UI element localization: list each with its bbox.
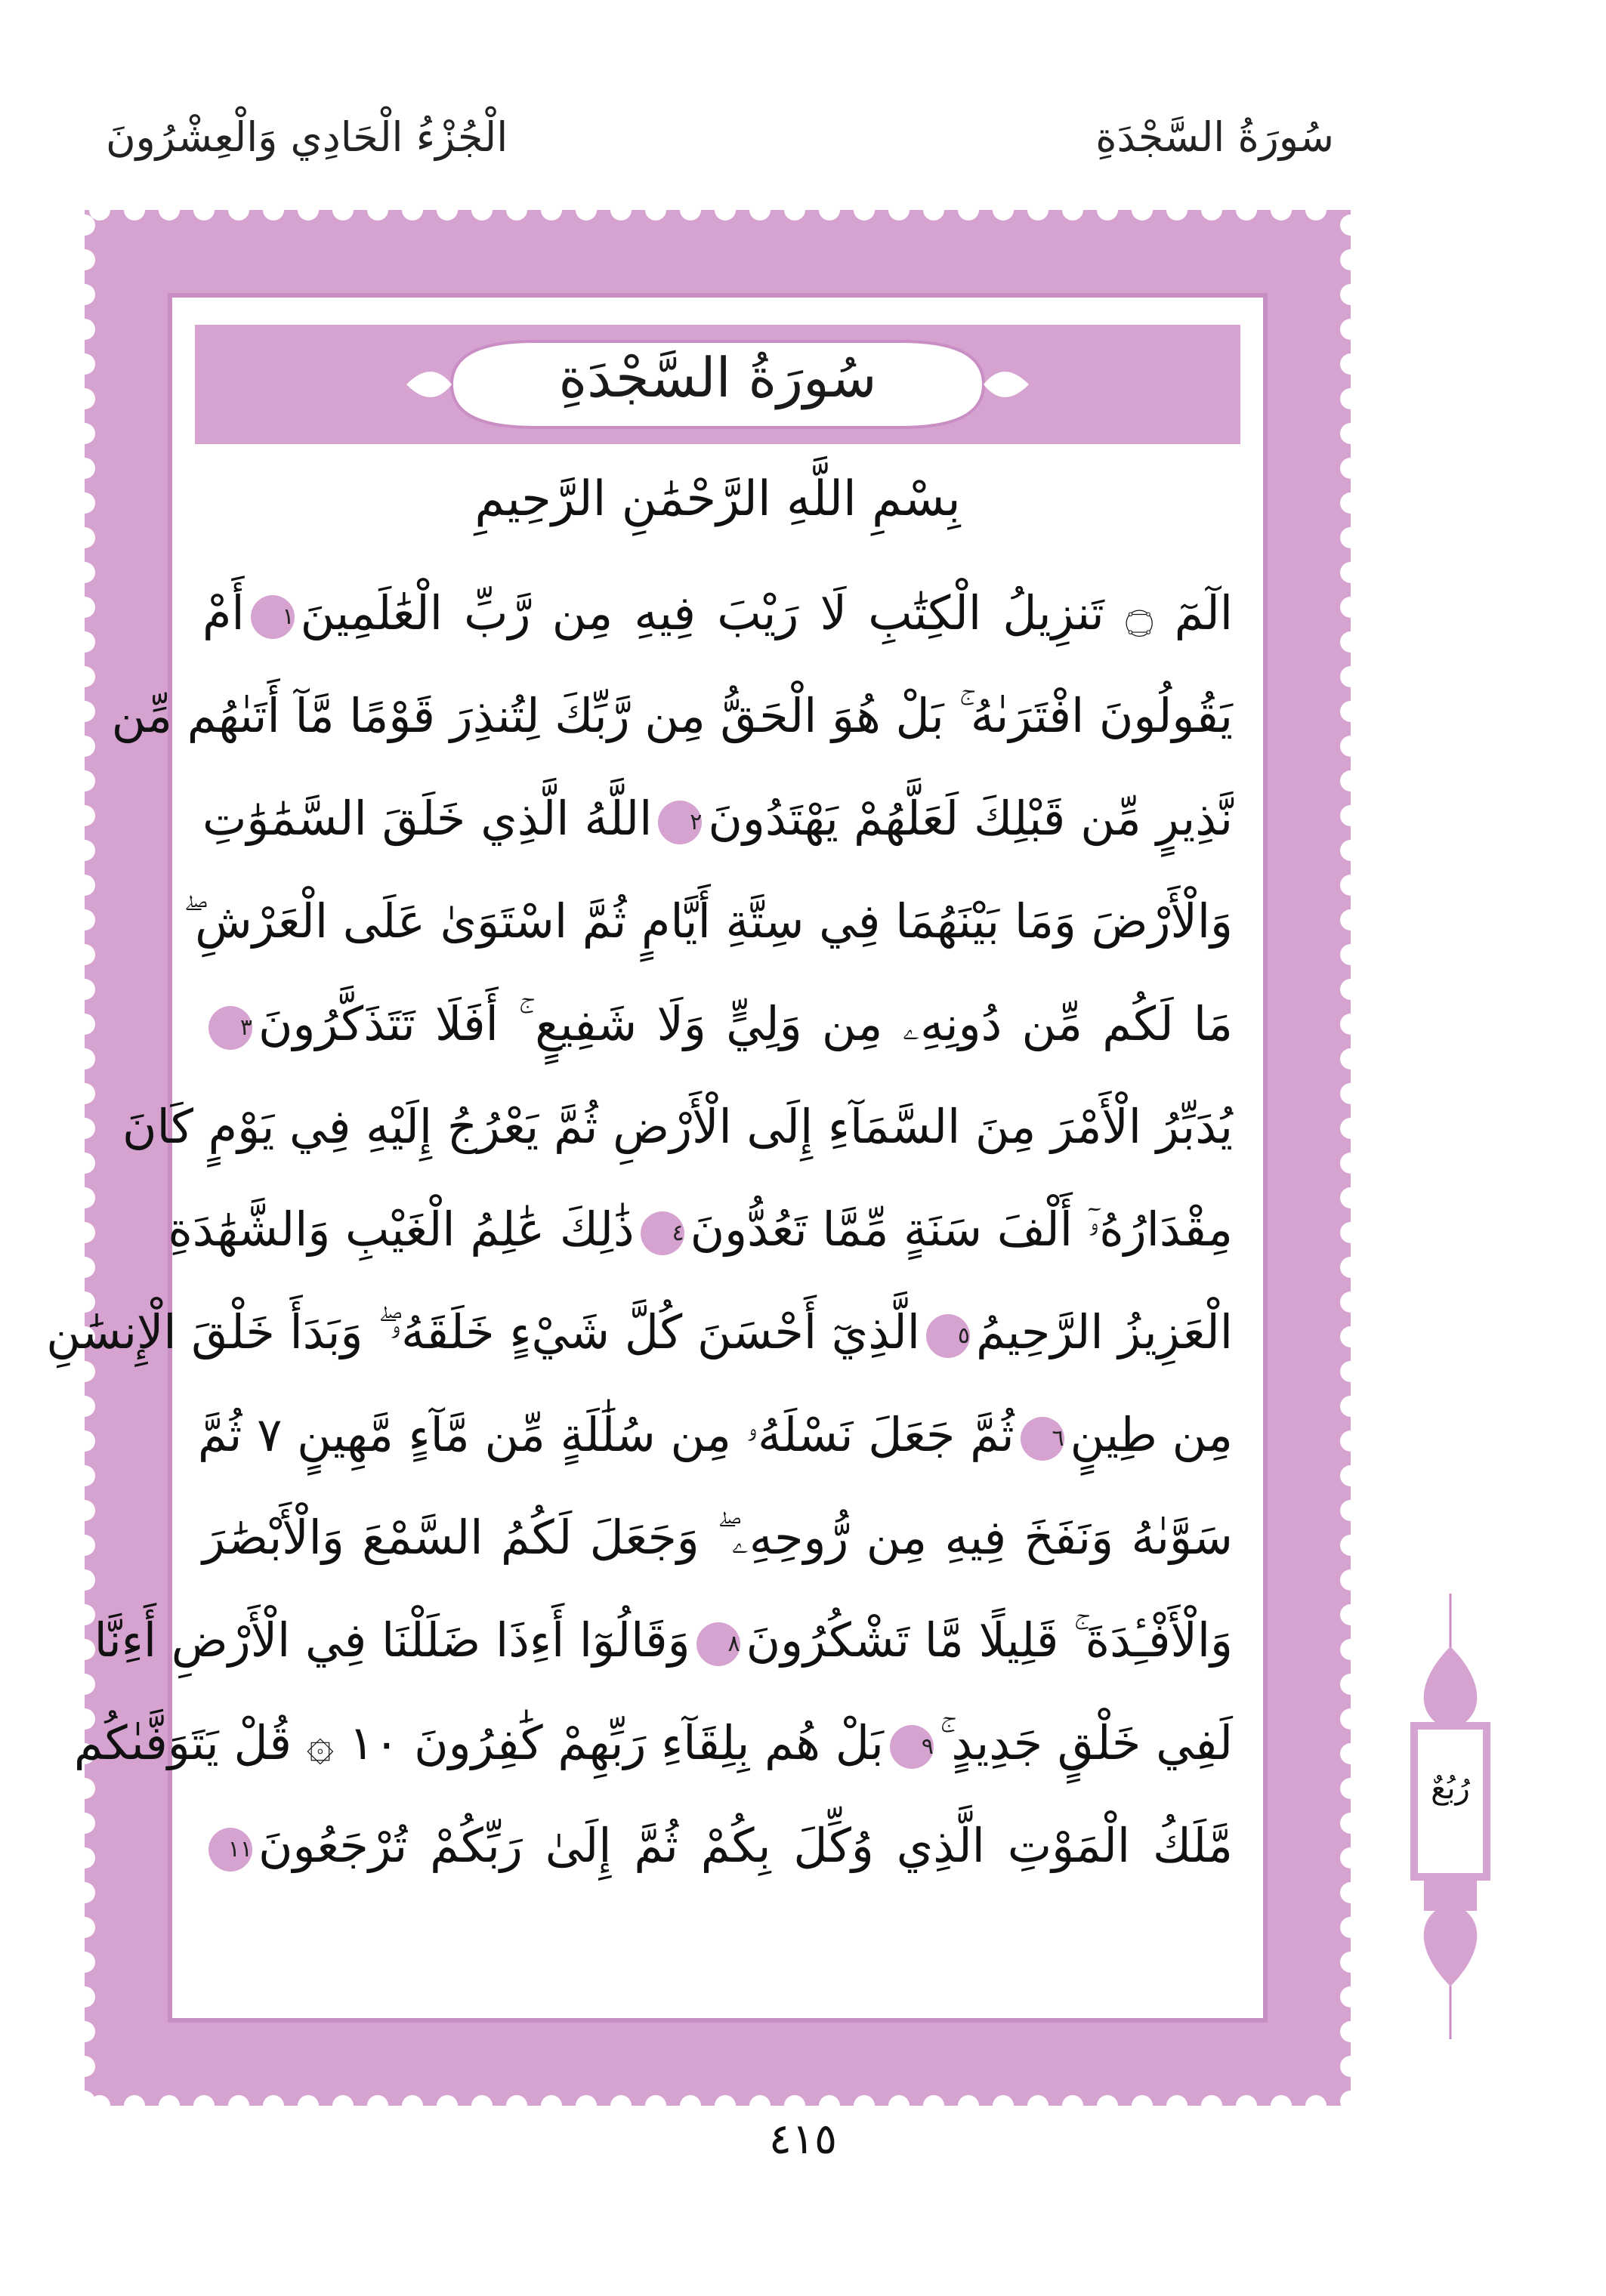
frame-scallop [1340,388,1361,409]
frame-scallop [74,979,95,1000]
frame-scallop [645,199,666,221]
frame-scallop [1340,736,1361,757]
verse-line [202,562,1233,665]
verse-text: الَّذِيٓ أَحْسَنَ كُلَّ شَيْءٍ خَلَقَهُۥ ۖ وَبَدَأَ خَلْقَ الْإِنسَٰنِ [46,1304,920,1359]
frame-scallop [1340,944,1361,965]
frame-scallop [1340,1500,1361,1521]
frame-scallop [74,1604,95,1625]
frame-scallop [402,199,423,221]
verse-line [183,870,1233,973]
frame-scallop [332,2095,354,2116]
frame-scallop [1340,423,1361,444]
frame-scallop [74,214,95,236]
verse-text: وَالْأَفْـِٔدَةَ ۚ قَلِيلًا مَّا تَشْكُرُونَ [746,1612,1233,1668]
frame-scallop [1340,875,1361,896]
frame-scallop [610,2095,632,2116]
frame-scallop [367,2095,388,2116]
frame-scallop [1097,2095,1118,2116]
frame-scallop [367,199,388,221]
frame-scallop [74,1014,95,1035]
frame-scallop [1340,1430,1361,1452]
frame-scallop [1340,1708,1361,1730]
frame-scallop [74,597,95,618]
ayah-number-marker: ٩ [890,1725,934,1769]
frame-scallop [888,199,910,221]
verse-text: مَّلَكُ الْمَوْتِ الَّذِي وُكِّلَ بِكُمْ ثُمَّ إِلَىٰ رَبِّكُمْ تُرْجَعُونَ [258,1818,1233,1873]
frame-scallop [1340,1257,1361,1278]
frame-scallop [298,2095,319,2116]
frame-scallop [1340,1535,1361,1556]
frame-scallop [74,562,95,583]
verse-text: سَوَّىٰهُ وَنَفَخَ فِيهِ مِن رُّوحِهِۦ ۖ وَجَعَلَ لَكُمُ السَّمْعَ وَالْأَبْصَٰرَ [202,1510,1233,1565]
frame-scallop [784,199,805,221]
verse-text: اللَّهُ الَّذِي خَلَقَ السَّمَٰوَٰتِ [202,791,653,846]
frame-scallop [74,388,95,409]
frame-scallop [1340,1569,1361,1591]
surah-title: سُورَةُ السَّجْدَةِ [558,346,877,409]
frame-scallop [74,1257,95,1278]
frame-scallop [74,1048,95,1069]
page-number: ٤١٥ [768,2115,838,2164]
verse-text: مِن طِينٍ [1070,1407,1233,1462]
frame-scallop [74,249,95,270]
frame-scallop [610,199,632,221]
frame-scallop [1340,631,1361,653]
frame-scallop [159,199,180,221]
frame-scallop [74,1187,95,1208]
frame-scallop [993,199,1014,221]
frame-scallop [1062,199,1083,221]
frame-scallop [74,944,95,965]
frame-scallop [1166,199,1188,221]
frame-scallop [1340,2056,1361,2077]
verse-text: يُدَبِّرُ الْأَمْرَ مِنَ السَّمَآءِ إِلَى الْأَرْضِ ثُمَّ يَعْرُجُ إِلَيْهِ فِي يَوْمٍ كَانَ [122,1099,1233,1154]
frame-scallop [74,1118,95,1139]
frame-scallop [1340,1604,1361,1625]
frame-scallop [74,631,95,653]
frame-scallop [228,199,249,221]
frame-scallop [193,2095,215,2116]
frame-scallop [1340,597,1361,618]
frame-scallop [1340,1326,1361,1347]
frame-scallop [74,353,95,375]
frame-scallop [1340,1778,1361,1799]
frame-scallop [74,319,95,340]
frame-scallop [1340,1674,1361,1695]
frame-scallop [74,527,95,548]
verse-line [202,767,1233,870]
frame-scallop [1340,319,1361,340]
frame-scallop [74,1222,95,1243]
frame-scallop [576,2095,597,2116]
frame-scallop [1340,1014,1361,1035]
running-head-surah: سُورَةُ السَّجْدَةِ [1095,113,1334,161]
frame-scallop [1340,909,1361,930]
surah-header-band [195,325,1240,444]
frame-scallop [1340,2091,1361,2112]
frame-scallop [1271,199,1292,221]
ayah-number-marker: ٤ [641,1211,684,1255]
frame-scallop [1340,1465,1361,1486]
frame-scallop [1340,1813,1361,1834]
frame-scallop [1340,770,1361,792]
frame-scallop [74,1986,95,2007]
frame-scallop [854,2095,875,2116]
frame-scallop [680,2095,701,2116]
frame-scallop [1340,979,1361,1000]
frame-scallop [1271,2095,1292,2116]
frame-scallop [958,2095,979,2116]
ayah-number-marker: ٢ [658,801,702,844]
frame-scallop [819,199,840,221]
frame-scallop [1132,2095,1153,2116]
frame-scallop [993,2095,1014,2116]
verse-line [168,1178,1233,1281]
verse-text: الْعَزِيزُ الرَّحِيمُ [975,1304,1233,1359]
frame-scallop [74,1083,95,1104]
frame-scallop [645,2095,666,2116]
frame-scallop [923,2095,944,2116]
frame-scallop [159,2095,180,2116]
verse-line [94,1589,1233,1692]
frame-scallop [402,2095,423,2116]
frame-scallop [1201,2095,1222,2116]
frame-scallop [1340,1882,1361,1903]
frame-scallop [74,1465,95,1486]
verse-text: أَمْ [202,585,245,640]
frame-scallop [1097,199,1118,221]
frame-scallop [1340,701,1361,722]
frame-scallop [1340,1847,1361,1869]
frame-scallop [506,199,527,221]
verse-text: الٓمٓ ۝ تَنزِيلُ الْكِتَٰبِ لَا رَيْبَ فِيهِ مِن رَّبِّ الْعَٰلَمِينَ [300,585,1233,640]
frame-scallop [576,199,597,221]
frame-scallop [74,840,95,861]
frame-scallop [715,2095,736,2116]
frame-scallop [74,2091,95,2112]
frame-scallop [1305,199,1326,221]
frame-scallop [124,199,145,221]
frame-scallop [1340,284,1361,305]
frame-scallop [74,2021,95,2042]
frame-scallop [1340,1639,1361,1660]
verse-text: مِقْدَارُهُۥٓ أَلْفَ سَنَةٍ مِّمَّا تَعُدُّونَ [690,1202,1233,1257]
frame-scallop [74,875,95,896]
verse-line [202,1486,1233,1589]
frame-scallop [1340,1743,1361,1764]
frame-scallop [784,2095,805,2116]
frame-scallop [1340,249,1361,270]
frame-scallop [1340,1222,1361,1243]
frame-scallop [298,199,319,221]
frame-scallop [332,199,354,221]
frame-scallop [74,909,95,930]
frame-scallop [74,666,95,687]
verse-line [122,1075,1233,1178]
frame-scallop [923,199,944,221]
frame-scallop [263,2095,284,2116]
verse-text: مَا لَكُم مِّن دُونِهِۦ مِن وَلِيٍّ وَلَا شَفِيعٍ ۚ أَفَلَا تَتَذَكَّرُونَ [258,996,1233,1051]
verse-text: وَالْأَرْضَ وَمَا بَيْنَهُمَا فِي سِتَّةِ أَيَّامٍ ثُمَّ اسْتَوَىٰ عَلَى الْعَرْشِ ۖ [183,893,1233,949]
frame-scallop [74,1952,95,1973]
frame-scallop [74,1569,95,1591]
frame-scallop [1166,2095,1188,2116]
frame-scallop [74,1396,95,1417]
basmala: بِسْمِ اللَّهِ الرَّحْمَٰنِ الرَّحِيمِ [474,471,961,527]
frame-scallop [74,1500,95,1521]
frame-scallop [1340,353,1361,375]
frame-scallop [263,199,284,221]
frame-scallop [437,199,458,221]
frame-scallop [1305,2095,1326,2116]
frame-scallop [1340,2021,1361,2042]
verses-block [46,562,1233,1897]
frame-scallop [124,2095,145,2116]
verse-text: وَقَالُوٓا أَءِذَا ضَلَلْنَا فِي الْأَرْضِ أَءِنَّا [94,1612,690,1668]
verse-text: يَقُولُونَ افْتَرَىٰهُ ۚ بَلْ هُوَ الْحَقُّ مِن رَّبِّكَ لِتُنذِرَ قَوْمًا مَّآ أَتَىٰهُم مِّن [111,688,1233,743]
verse-text: ثُمَّ جَعَلَ نَسْلَهُۥ مِن سُلَٰلَةٍ مِّن مَّآءٍ مَّهِينٍ ٧ ثُمَّ [197,1407,1015,1462]
frame-scallop [1340,527,1361,548]
frame-scallop [1340,1083,1361,1104]
verse-line [202,973,1233,1075]
frame-scallop [854,199,875,221]
frame-scallop [541,199,562,221]
frame-scallop [74,1639,95,1660]
frame-scallop [1340,1396,1361,1417]
frame-scallop [1132,199,1153,221]
running-head-juz: الْجُزْءُ الْحَادِي وَالْعِشْرُونَ [106,113,508,161]
verse-text: نَّذِيرٍ مِّن قَبْلِكَ لَعَلَّهُمْ يَهْتَدُونَ [708,791,1233,846]
ayah-number-marker: ١١ [208,1828,252,1872]
frame-scallop [1340,458,1361,479]
frame-scallop [749,2095,771,2116]
frame-scallop [541,2095,562,2116]
frame-scallop [1340,840,1361,861]
frame-scallop [89,199,110,221]
frame-scallop [958,199,979,221]
frame-scallop [715,199,736,221]
frame-scallop [1340,1361,1361,1382]
frame-scallop [1340,562,1361,583]
frame-scallop [1236,199,1257,221]
frame-scallop [74,492,95,514]
frame-scallop [506,2095,527,2116]
frame-scallop [1062,2095,1083,2116]
ornamental-frame [46,210,1351,2106]
rub-label: رُبُعٌ [1431,1771,1470,1806]
verse-line [197,1384,1233,1486]
frame-scallop [74,736,95,757]
frame-scallop [1340,1292,1361,1313]
frame-scallop [74,2056,95,2077]
verse-line [73,1692,1233,1795]
frame-scallop [1340,1118,1361,1139]
frame-scallop [74,1882,95,1903]
frame-scallop [74,1813,95,1834]
frame-scallop [1340,1187,1361,1208]
frame-scallop [74,458,95,479]
frame-scallop [74,805,95,826]
frame-scallop [74,1430,95,1452]
frame-scallop [74,1535,95,1556]
frame-scallop [74,423,95,444]
frame-scallop [471,199,493,221]
frame-scallop [1027,2095,1049,2116]
verse-line [46,1281,1233,1384]
frame-scallop [1340,492,1361,514]
frame-scallop [819,2095,840,2116]
frame-scallop [74,1917,95,1938]
frame-scallop [74,1847,95,1869]
verse-line [202,1795,1233,1897]
frame-scallop [1340,1917,1361,1938]
frame-scallop [1340,1153,1361,1174]
frame-scallop [1340,214,1361,236]
ayah-number-marker: ٨ [696,1622,740,1666]
frame-scallop [193,199,215,221]
frame-scallop [1027,199,1049,221]
frame-scallop [888,2095,910,2116]
frame-scallop [1340,805,1361,826]
frame-scallop [1236,2095,1257,2116]
verse-text: بَلْ هُم بِلِقَآءِ رَبِّهِمْ كَٰفِرُونَ ١٠ ۞ قُلْ يَتَوَفَّىٰكُم [73,1715,884,1770]
text-panel [46,293,1268,2023]
verse-text: لَفِي خَلْقٍ جَدِيدٍ ۚ [939,1715,1233,1770]
ayah-number-marker: ٥ [926,1314,970,1358]
frame-scallop [437,2095,458,2116]
frame-scallop [471,2095,493,2116]
frame-scallop [1340,1952,1361,1973]
frame-scallop [749,199,771,221]
verse-line [111,665,1233,767]
ayah-number-marker: ٦ [1021,1417,1064,1461]
frame-scallop [74,770,95,792]
frame-scallop [1340,1048,1361,1069]
rub-marker-ornament [1405,1594,1496,2039]
frame-scallop [1201,199,1222,221]
frame-scallop [1340,1986,1361,2007]
ayah-number-marker: ١ [251,595,295,639]
frame-scallop [228,2095,249,2116]
frame-scallop [680,199,701,221]
frame-scallop [74,701,95,722]
frame-scallop [74,284,95,305]
ayah-number-marker: ٣ [208,1006,252,1050]
frame-scallop [74,1153,95,1174]
frame-scallop [1340,666,1361,687]
verse-text: ذَٰلِكَ عَٰلِمُ الْغَيْبِ وَالشَّهَٰدَةِ [168,1202,635,1257]
